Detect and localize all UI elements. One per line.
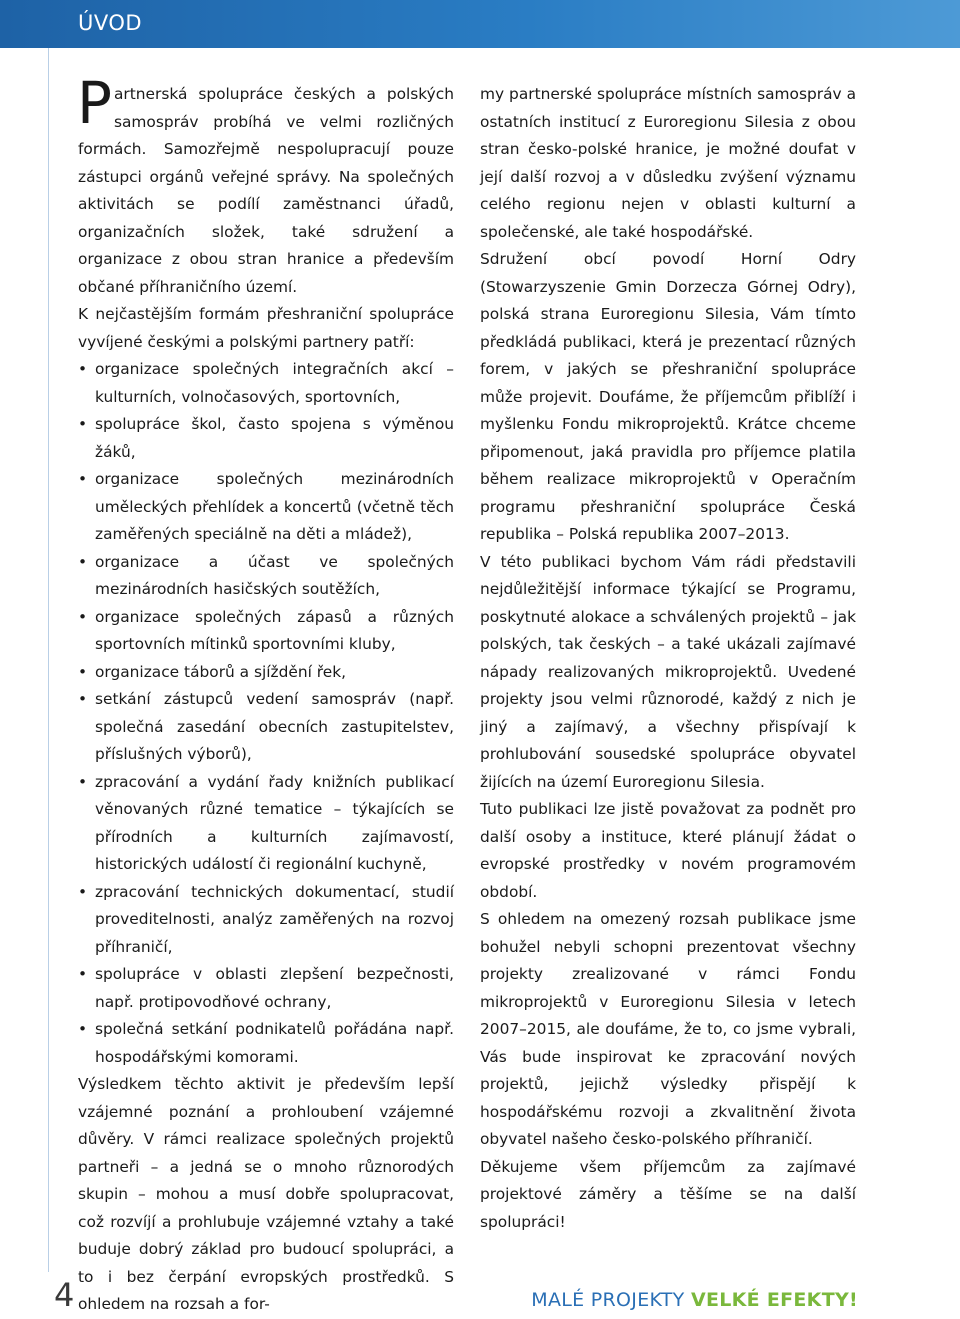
paragraph: my partnerské spolupráce místních samospráv a ostatních institucí z Euroregionu Silesia z obou stran česko-polské hranice, je možné doufat v její další rozvoj a v důsledku zvýšení významu celého regionu nejen v oblasti kulturní a společenské, ale také hospodářské. [480, 85, 856, 241]
list-item: • organizace táborů a sjíždění řek, [78, 659, 454, 687]
forms-list [78, 356, 454, 1071]
header-band [0, 0, 960, 48]
paragraph: Tuto publikaci lze jistě považovat za podnět pro další osoby a instituce, které plánují žádat o evropské prostředky v novém programovém období. [480, 800, 856, 901]
list-item: • zpracování technických dokumentací, studií proveditelnosti, analýz zaměřených na rozvoj příhraničí, [78, 879, 454, 962]
list-item: • setkání zástupců vedení samospráv (např. společná zasedání obecních zastupitelstev, příslušných výborů), [78, 686, 454, 769]
list-item: • organizace společných zápasů a různých sportovních mítinků sportovními kluby, [78, 604, 454, 659]
slogan-part-2: VELKÉ EFEKTY! [690, 1289, 858, 1311]
dropcap: P [77, 69, 112, 137]
page-number: 4 [54, 1276, 75, 1314]
right-column [480, 81, 856, 1236]
intro-text: artnerská spolupráce českých a polských samospráv probíhá ve velmi rozličných formách. Samozřejmě nespolupracují pouze zástupci orgánů veřejné správy. Na společných aktivitách se podílí zaměstnanci úřadů, organizačních složek, také sdružení a organizace z obou stran hranice a především občané příhraničního území. [78, 85, 454, 296]
paragraph: Děkujeme všem příjemcům za zajímavé projektové záměry a těšíme se na další spolupráci! [480, 1157, 856, 1231]
list-item: • spolupráce škol, často spojena s výměnou žáků, [78, 411, 454, 466]
paragraph: Sdružení obcí povodí Horní Odry (Stowarzyszenie Gmin Dorzecza Górnej Odry), polská strana Euroregionu Silesia, Vám tímto předkládá publikaci, která je prezentací různých forem, v jakých se přeshraniční spolupráce může projevit. Doufáme, že příjemcům přiblíží i myšlenku Fondu mikroprojektů. Krátce chceme připomenout, jaká pravidla pro příjemce platila během realizace mikroprojektů v Operačním programu přeshraniční spolupráce Česká republika – Polská republika 2007–2013. [480, 250, 856, 543]
forms-paragraph: K nejčastějším formám přeshraniční spolupráce vyvíjené českými a polskými partnery patří: [78, 305, 454, 351]
results-paragraph: Výsledkem těchto aktivit je především lepší vzájemné poznání a prohloubení vzájemné důvěry. V rámci realizace společných projektů partneři – a jedná se o mnoho různorodých skupin – mohou a musí dobře spolupracovat, což rozvíjí a prohlubuje vzájemné vztahy a také buduje dobrý základ pro budoucí spolupráci, a to i bez čerpání evropských prostředků. S ohledem na rozsah a for- [78, 1075, 454, 1313]
section-title: ÚVOD [78, 11, 143, 35]
paragraph: S ohledem na omezený rozsah publikace jsme bohužel nebyli schopni prezentovat všechny projekty zrealizované v rámci Fondu mikroprojektů v Euroregionu Silesia v letech 2007–2015, ale doufáme, že to, co jsme vybrali, Vás bude inspirovat ke zpracování nových projektů, jejichž výsledky přispějí k hospodářskému rozvoji a zkvalitnění života obyvatel našeho česko-polského příhraničí. [480, 910, 856, 1148]
intro-paragraph [77, 69, 454, 301]
list-item: • společná setkání podnikatelů pořádána např. hospodářskými komorami. [78, 1016, 454, 1071]
list-item: • spolupráce v oblasti zlepšení bezpečnosti, např. protipovodňové ochrany, [78, 961, 454, 1016]
footer-slogan [531, 1289, 858, 1311]
slogan-part-1: MALÉ PROJEKTY [531, 1289, 685, 1311]
list-item: • organizace společných integračních akcí – kulturních, volnočasových, sportovních, [78, 356, 454, 411]
list-item: • zpracování a vydání řady knižních publikací věnovaných různé tematice – týkajících se přírodních a kulturních zajímavostí, historických událostí či regionální kuchyně, [78, 769, 454, 879]
paragraph: V této publikaci bychom Vám rádi představili nejdůležitější informace týkající se Programu, poskytnuté alokace a schválených projektů – jak polských, tak českých – a také ukázali zajímavé nápady realizovaných mikroprojektů. Uvedené projekty jsou velmi různorodé, každý z nich je jiný a zajímavý, a všechny přispívají k prohlubování sousedské spolupráce obyvatel žijících na území Euroregionu Silesia. [480, 552, 856, 791]
list-item: • organizace společných mezinárodních uměleckých přehlídek a koncertů (včetně těch zaměřených speciálně na děti a mládež), [78, 466, 454, 549]
gutter-line [48, 48, 49, 1272]
left-column [77, 69, 454, 1319]
list-item: • organizace a účast ve společných mezinárodních hasičských soutěžích, [78, 549, 454, 604]
